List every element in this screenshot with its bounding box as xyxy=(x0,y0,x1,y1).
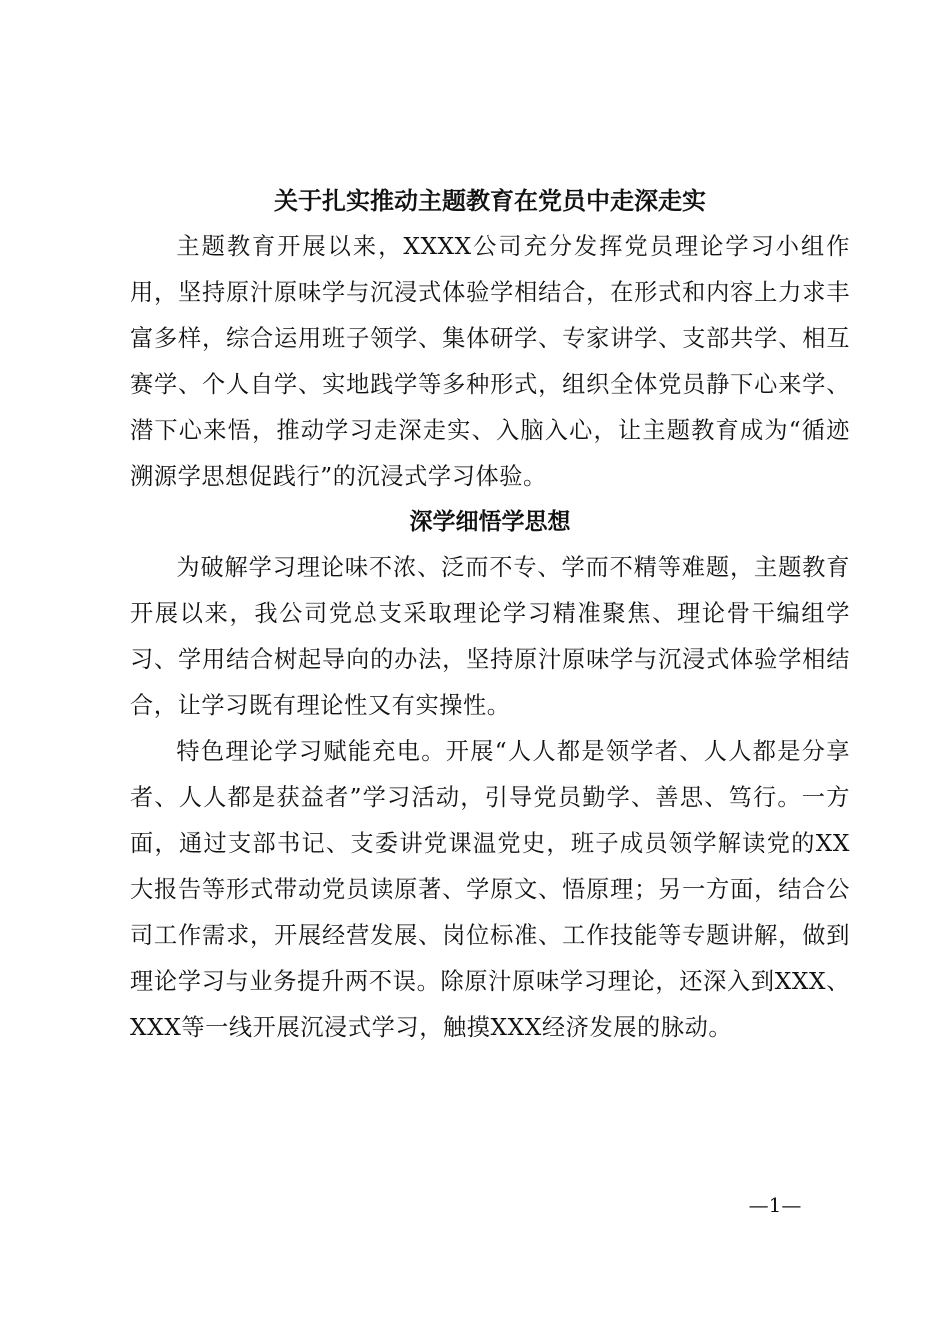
body-paragraph-2: 特色理论学习赋能充电。开展“人人都是领学者、人人都是分享者、人人都是获益者”学习活动，引导党员勤学、善思、笃行。一方面，通过支部书记、支委讲党课温党史，班子成员领学解读党的XX大报告等形式带动党员读原著、学原文、悟原理；另一方面，结合公司工作需求，开展经营发展、岗位标准、工作技能等专题讲解，做到理论学习与业务提升两不误。除原汁原味学习理论，还深入到XXX、XXX等一线开展沉浸式学习，触摸XXX经济发展的脉动。 xyxy=(130,738,850,1041)
intro-paragraph: 主题教育开展以来，XXXX公司充分发挥党员理论学习小组作用，坚持原汁原味学与沉浸式体验学相结合，在形式和内容上力求丰富多样，综合运用班子领学、集体研学、专家讲学、支部共学、相互赛学、个人自学、实地践学等多种形式，组织全体党员静下心来学、潜下心来悟，推动学习走深走实、入脑入心，让主题教育成为“循迹溯源学思想促践行”的沉浸式学习体验。 xyxy=(130,233,850,490)
page-number: —1— xyxy=(748,1193,802,1217)
section-heading: 深学细悟学思想 xyxy=(409,508,571,536)
document-title: 关于扎实推动主题教育在党员中走深走实 xyxy=(274,186,706,215)
body-paragraph-1: 为破解学习理论味不浓、泛而不专、学而不精等难题，主题教育开展以来，我公司党总支采取理论学习精准聚焦、理论骨干编组学习、学用结合树起导向的办法，坚持原汁原味学与沉浸式体验学相结合，让学习既有理论性又有实操性。 xyxy=(130,554,850,720)
document-body xyxy=(130,178,850,1050)
